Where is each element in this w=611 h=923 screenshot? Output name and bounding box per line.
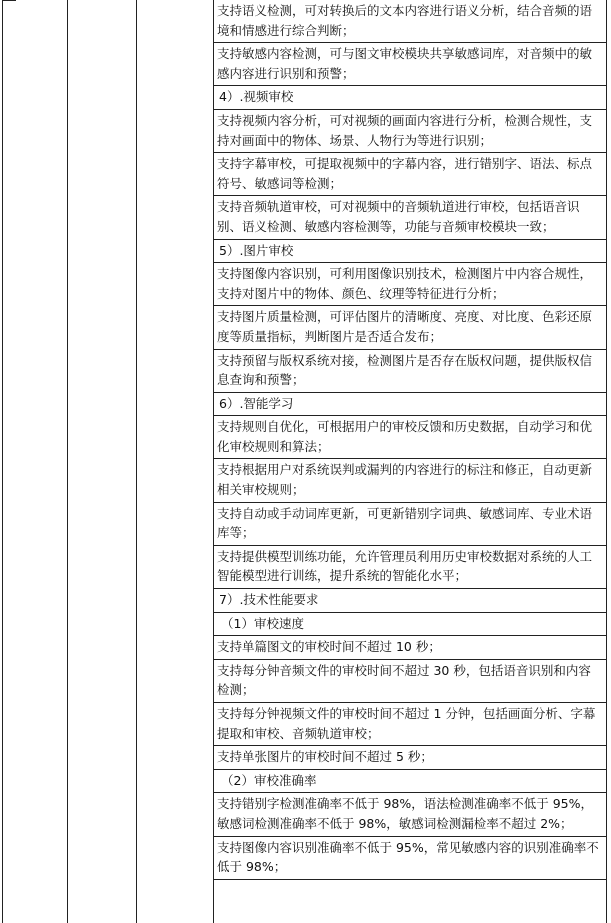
table-row: 支持预留与版权系统对接，检测图片是否存在版权问题，提供版权信息查询和预警； [213,350,606,393]
column-divider-1 [67,0,68,923]
table-row: 支持图片质量检测，可评估图片的清晰度、亮度、对比度、色彩还原度等质量指标，判断图片是否适合发布； [213,306,606,349]
table-row: 支持图像内容识别，可利用图像识别技术，检测图片中内容合规性，支持对图片中的物体、颜色、纹理等特征进行分析； [213,263,606,306]
column-divider-2 [136,0,137,923]
subsection-heading-speed: （1）审校速度 [213,613,606,637]
table-row: 支持规则自优化，可根据用户的审校反馈和历史数据，自动学习和优化审校规则和算法； [213,416,606,459]
section-heading-image: 5）.图片审校 [213,240,606,264]
table-row: 支持每分钟音频文件的审校时间不超过 30 秒，包括语音识别和内容检测； [213,660,606,703]
requirements-column [213,0,606,880]
table-row: 支持错别字检测准确率不低于 98%，语法检测准确率不低于 95%，敏感词检测准确率不低于 98%，敏感词检测漏检率不超过 2%； [213,793,606,836]
table-row: 支持音频轨道审校，可对视频中的音频轨道进行审校，包括语音识别、语义检测、敏感内容检测等，功能与音频审校模块一致； [213,196,606,239]
table-row: 支持单张图片的审校时间不超过 5 秒； [213,746,606,770]
table-border-right [606,0,607,923]
table-row: 支持敏感内容检测，可与图文审校模块共享敏感词库，对音频中的敏感内容进行识别和预警； [213,43,606,86]
table-row: 支持根据用户对系统误判或漏判的内容进行的标注和修正，自动更新相关审校规则； [213,459,606,502]
table-row: 支持提供模型训练功能，允许管理员利用历史审校数据对系统的人工智能模型进行训练，提升系统的智能化水平； [213,546,606,589]
subsection-heading-accuracy: （2）审校准确率 [213,770,606,794]
table-row: 支持字幕审校，可提取视频中的字幕内容，进行错别字、语法、标点符号、敏感词等检测； [213,153,606,196]
table-corner-mark [2,0,16,1]
table-row: 支持自动或手动词库更新，可更新错别字词典、敏感词库、专业术语库等； [213,503,606,546]
table-row: 支持图像内容识别准确率不低于 95%，常见敏感内容的识别准确率不低于 98%； [213,837,606,880]
table-row: 支持视频内容分析，可对视频的画面内容进行分析，检测合规性，支持对画面中的物体、场景、人物行为等进行识别； [213,110,606,153]
table-row: 支持单篇图文的审校时间不超过 10 秒； [213,636,606,660]
table-border-left [2,0,3,923]
table-row: 支持每分钟视频文件的审校时间不超过 1 分钟，包括画面分析、字幕提取和审校、音频轨道审校； [213,703,606,746]
section-heading-learning: 6）.智能学习 [213,393,606,417]
table-row: 支持语义检测，可对转换后的文本内容进行语义分析，结合音频的语境和情感进行综合判断； [213,0,606,43]
section-heading-video: 4）.视频审校 [213,86,606,110]
section-heading-performance: 7）.技术性能要求 [213,589,606,613]
